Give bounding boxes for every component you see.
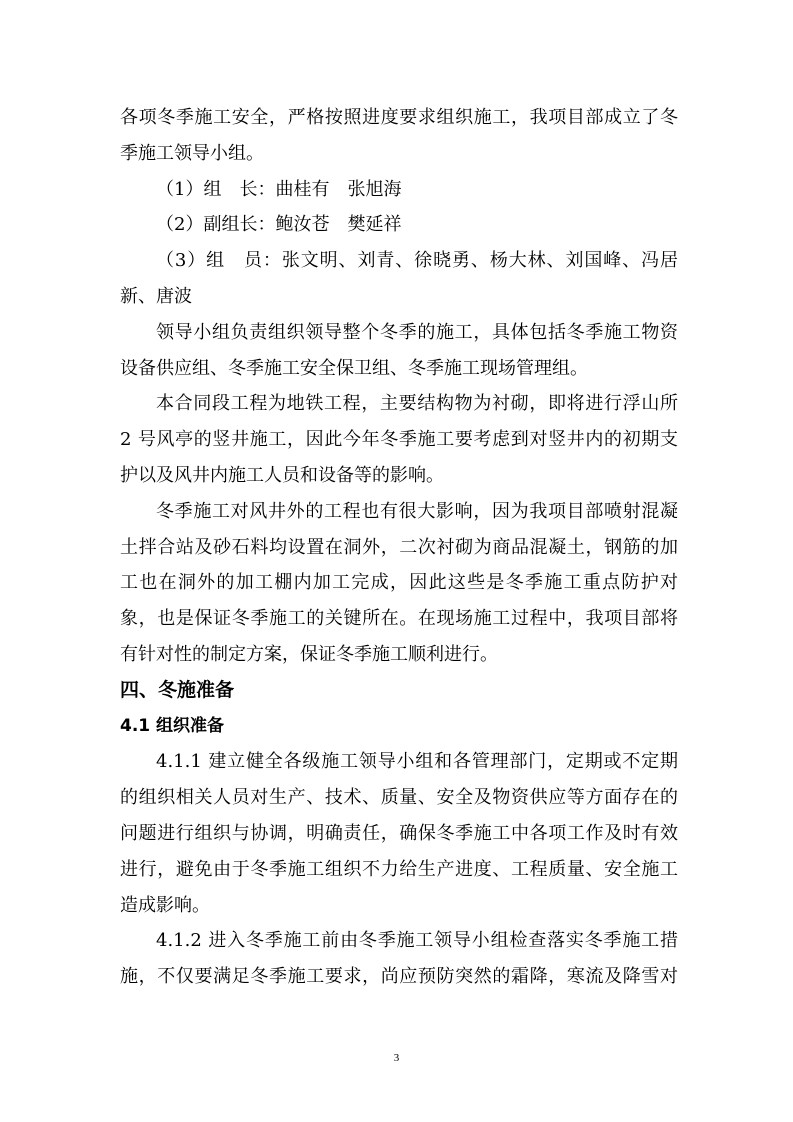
text-line: 土拌合站及砂石料均设置在洞外，二次衬砌为商品混凝土，钢筋的加: [120, 536, 678, 558]
text-line: 设备供应组、冬季施工安全保卫组、冬季施工现场管理组。: [120, 357, 588, 379]
text-line: 各项冬季施工安全，严格按照进度要求组织施工，我项目部成立了冬: [120, 107, 678, 128]
list-item-leader: （1）组 长：曲桂有 张旭海: [156, 178, 402, 200]
text-line: 象，也是保证冬季施工的关键所在。在现场施工过程中，我项目部将: [120, 608, 678, 630]
text-line: 本合同段工程为地铁工程，主要结构物为衬砌，即将进行浮山所: [156, 393, 678, 415]
section-heading: 四、冬施准备: [120, 678, 235, 701]
text-line: 2 号风亭的竖井施工，因此今年冬季施工要考虑到对竖井内的初期支: [120, 429, 678, 451]
text-line: 4.1.2 进入冬季施工前由冬季施工领导小组检查落实冬季施工措: [156, 930, 678, 952]
text-line: 的组织相关人员对生产、技术、质量、安全及物资供应等方面存在的: [120, 787, 678, 809]
text-line: 进行，避免由于冬季施工组织不力给生产进度、工程质量、安全施工: [120, 858, 678, 880]
text-line: 季施工领导小组。: [120, 142, 264, 164]
text-line: 护以及风井内施工人员和设备等的影响。: [120, 464, 444, 486]
text-line: 冬季施工对风井外的工程也有很大影响，因为我项目部喷射混凝: [156, 500, 678, 522]
text-line: 领导小组负责组织领导整个冬季的施工，具体包括冬季施工物资: [156, 321, 678, 343]
text-line: 问题进行组织与协调，明确责任，确保冬季施工中各项工作及时有效: [120, 822, 678, 844]
list-item-members: （3）组 员：张文明、刘青、徐晓勇、杨大林、刘国峰、冯居: [156, 250, 678, 272]
list-item-deputy: （2）副组长：鲍汝苍 樊延祥: [156, 214, 402, 236]
text-line: 工也在洞外的加工棚内加工完成，因此这些是冬季施工重点防护对: [120, 572, 678, 594]
text-line: 造成影响。: [120, 894, 210, 916]
text-line: 新、唐波: [120, 285, 192, 307]
text-line: 4.1.1 建立健全各级施工领导小组和各管理部门，定期或不定期: [156, 751, 678, 773]
document-body: [120, 100, 678, 995]
text-line: 施，不仅要满足冬季施工要求，尚应预防突然的霜降，寒流及降雪对: [120, 966, 678, 988]
page-number: 3: [393, 1052, 400, 1064]
subsection-heading: 4.1 组织准备: [120, 715, 225, 736]
text-line: 有针对性的制定方案，保证冬季施工顺利进行。: [120, 643, 498, 665]
